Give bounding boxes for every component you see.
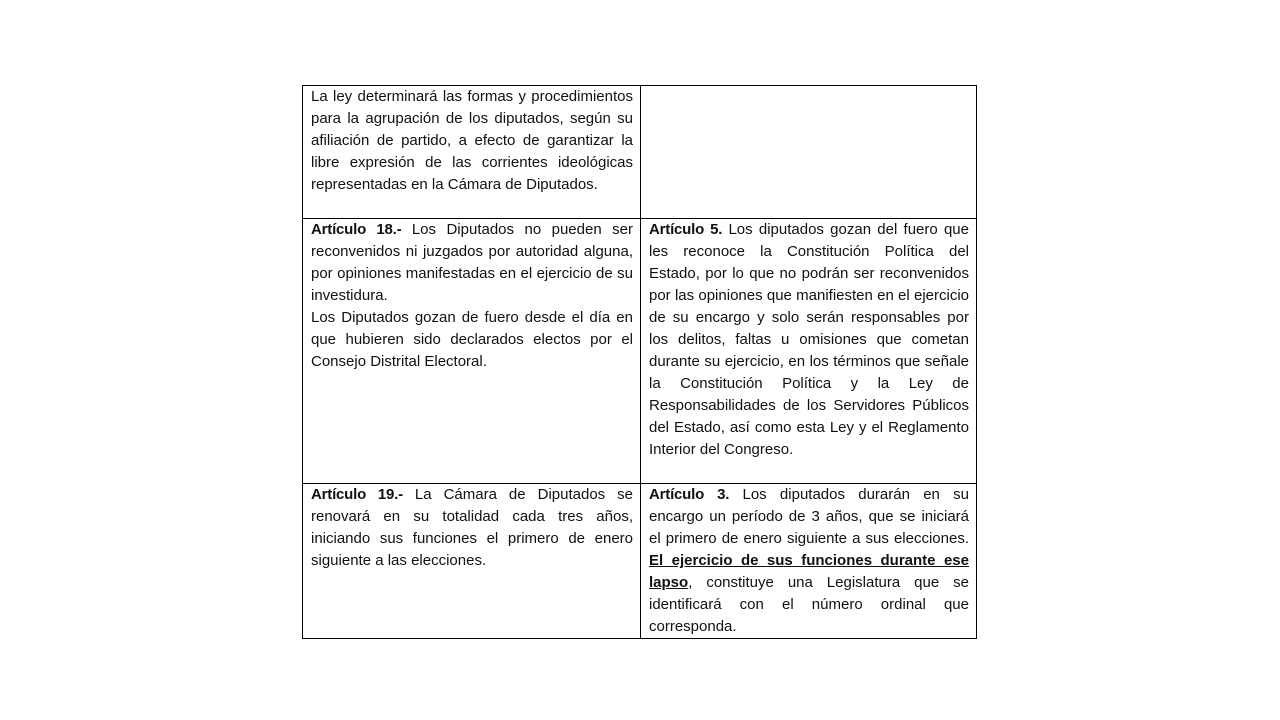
- table-row: [303, 86, 977, 219]
- article-19-label: Artículo 19.-: [311, 486, 403, 503]
- article-5-text: Los diputados gozan del fuero que les reconoce la Constitución Política del Estado, por lo que no podrán ser reconvenidos por las opiniones que manifiesten en el ejercicio de su encargo y solo serán responsables por los delitos, faltas u omisiones que cometan durante su ejercicio, en los términos que señale la Constitución Política y la Ley de Responsabilidades de los Servidores Públicos del Estado, así como esta Ley y el Reglamento Interior del Congreso.: [649, 221, 969, 458]
- paragraph-articulo-18: [311, 219, 633, 307]
- paragraph-articulo-5: [649, 219, 969, 461]
- article-3-text-continued: , constituye una Legislatura que se identificará con el número ordinal que corresponda.: [649, 574, 969, 635]
- cell-row1-left: [303, 86, 641, 219]
- paragraph-articulo-19: [311, 484, 633, 572]
- cell-row2-left: [303, 219, 641, 484]
- article-3-text: Los diputados durarán en su encargo un período de 3 años, que se iniciará el primero de enero siguiente a sus elecciones.: [649, 486, 969, 547]
- cell-row3-right: [641, 484, 977, 639]
- article-19-text: La Cámara de Diputados se renovará en su totalidad cada tres años, iniciando sus funciones el primero de enero siguiente a las elecciones.: [311, 486, 633, 569]
- paragraph-articulo-3: [649, 484, 969, 638]
- article-5-label: Artículo 5.: [649, 221, 723, 238]
- article-3-emphasis: El ejercicio de sus funciones durante ese lapso: [649, 552, 969, 591]
- cell-row2-right: [641, 219, 977, 484]
- table-row: [303, 484, 977, 639]
- article-18-text: Los Diputados no pueden ser reconvenidos ni juzgados por autoridad alguna, por opiniones manifestadas en el ejercicio de su investidura.: [311, 221, 633, 304]
- article-18-label: Artículo 18.-: [311, 221, 402, 238]
- paragraph-agrupacion: La ley determinará las formas y procedimientos para la agrupación de los diputados, según su afiliación de partido, a efecto de garantizar la libre expresión de las corrientes ideológicas representadas en la Cámara de Diputados.: [311, 88, 633, 193]
- article-3-label: Artículo 3.: [649, 486, 730, 503]
- paragraph-fuero: Los Diputados gozan de fuero desde el día en que hubieren sido declarados electos por el Consejo Distrital Electoral.: [311, 309, 633, 370]
- comparison-table: [302, 85, 977, 639]
- cell-row3-left: [303, 484, 641, 639]
- table-row: [303, 219, 977, 484]
- cell-row1-right-empty: [641, 86, 977, 219]
